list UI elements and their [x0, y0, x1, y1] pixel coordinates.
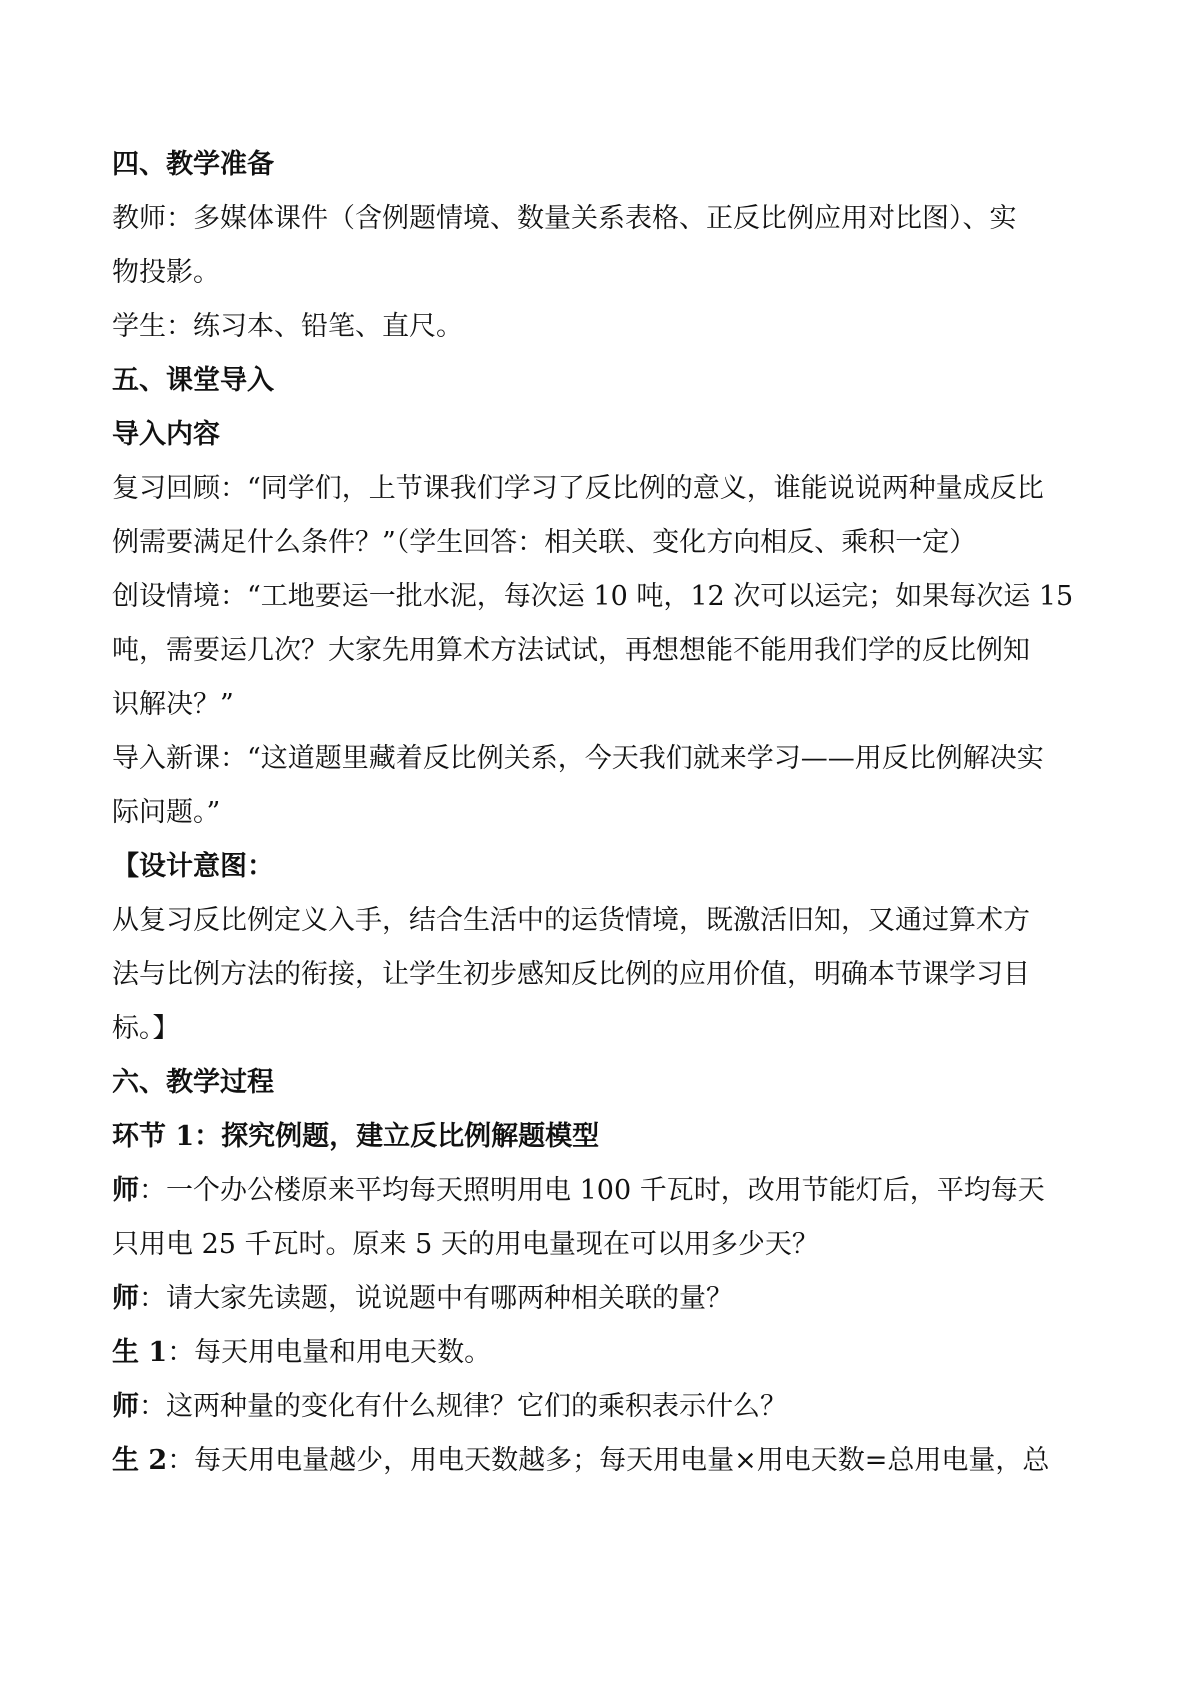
review-line-2: 例需要满足什么条件？”（学生回答：相关联、变化方向相反、乘积一定）	[112, 527, 977, 558]
speaker-label: 生 1	[112, 1337, 168, 1368]
speaker-label: 生 2	[112, 1445, 168, 1476]
dialogue-text: ：一个办公楼原来平均每天照明用电 100 千瓦时，改用节能灯后，平均每天	[139, 1175, 1045, 1206]
scenario-line-1: 创设情境：“工地要运一批水泥，每次运 10 吨，12 次可以运完；如果每次运 15	[112, 581, 1074, 612]
scenario-line-3: 识解决？”	[112, 689, 234, 720]
teacher-materials-line-1: 教师：多媒体课件（含例题情境、数量关系表格、正反比例应用对比图）、实	[112, 203, 1017, 234]
speaker-label: 师	[112, 1283, 139, 1314]
step-1-heading: 环节 1：探究例题，建立反比例解题模型	[112, 1121, 600, 1152]
speaker-label: 师	[112, 1175, 139, 1206]
design-intent-line-1: 从复习反比例定义入手，结合生活中的运货情境，既激活旧知，又通过算术方	[112, 905, 1030, 936]
design-intent-line-2: 法与比例方法的衔接，让学生初步感知反比例的应用价值，明确本节课学习目	[112, 959, 1030, 990]
dialogue-text: ：每天用电量和用电天数。	[167, 1337, 492, 1368]
dialogue-text: ：请大家先读题，说说题中有哪两种相关联的量？	[139, 1283, 733, 1314]
dialogue-line-continued: 只用电 25 千瓦时。原来 5 天的用电量现在可以用多少天？	[112, 1229, 819, 1260]
design-intent-line-3: 标。】	[112, 1013, 180, 1044]
section-heading-preparation: 四、教学准备	[112, 149, 274, 180]
dialogue-text: ：每天用电量越少，用电天数越多；每天用电量×用电天数=总用电量，总	[167, 1445, 1050, 1476]
dialogue-line	[112, 1380, 1090, 1434]
dialogue-text: ：这两种量的变化有什么规律？它们的乘积表示什么？	[139, 1391, 787, 1422]
teacher-materials-line-2: 物投影。	[112, 257, 220, 288]
dialogue-line	[112, 1434, 1090, 1488]
dialogue-line	[112, 1164, 1090, 1218]
speaker-label: 师	[112, 1391, 139, 1422]
section-heading-process: 六、教学过程	[112, 1067, 274, 1098]
dialogue-line	[112, 1272, 1090, 1326]
subheading-introduction-content: 导入内容	[112, 419, 220, 450]
student-materials: 学生：练习本、铅笔、直尺。	[112, 311, 463, 342]
section-heading-introduction: 五、课堂导入	[112, 365, 274, 396]
new-lesson-line-2: 际问题。”	[112, 797, 221, 828]
design-intent-heading: 【设计意图：	[112, 851, 274, 882]
new-lesson-line-1: 导入新课：“这道题里藏着反比例关系，今天我们就来学习——用反比例解决实	[112, 743, 1044, 774]
review-line-1: 复习回顾：“同学们，上节课我们学习了反比例的意义，谁能说说两种量成反比	[112, 473, 1044, 504]
dialogue-line	[112, 1326, 1090, 1380]
scenario-line-2: 吨，需要运几次？大家先用算术方法试试，再想想能不能用我们学的反比例知	[112, 635, 1030, 666]
